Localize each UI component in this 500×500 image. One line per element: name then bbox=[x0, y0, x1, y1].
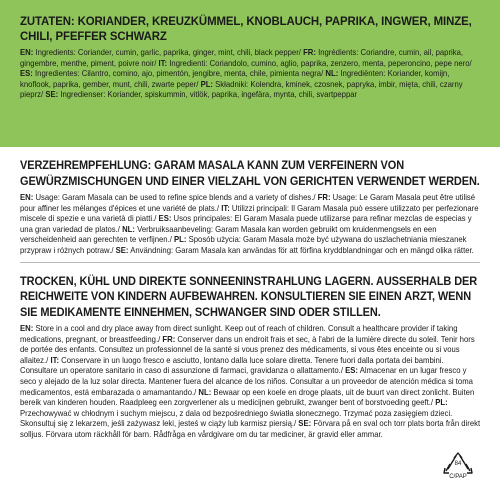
language-code: NL: bbox=[198, 386, 212, 397]
language-code: ES: bbox=[158, 213, 172, 224]
translation-text: Conservare in un luogo fresco e asciutto, lontano dalla luce solare diretta. Tenere fuori dalla portata dei bambini. Consultare un operatore sanitario in caso di assunzione di farmaci, gravidanza o allattamento./ bbox=[20, 354, 444, 376]
language-code: FR: bbox=[162, 333, 176, 344]
language-code: EN: bbox=[20, 192, 34, 202]
language-code: SE: bbox=[45, 89, 59, 100]
language-code: PL: bbox=[200, 78, 214, 89]
translation-text: Användning: Garam Masala kan användas för att förfina kryddblandningar och en mängd olika rätter. bbox=[128, 244, 474, 255]
translation-text: Przechowywać w chłodnym i suchym miejscu, z dala od bezpośredniego światła słonecznego. Trzymać poza zasięgiem dzieci. Skonsultuj się z lekarzem, jeśli zażywasz leki, jesteś w ciąży lub karmisz piersią./ bbox=[20, 407, 453, 429]
recycling-material: C/PAP bbox=[449, 474, 467, 480]
language-code: EN: bbox=[20, 323, 34, 334]
translation-text: Bewaar op een koele en droge plaats, uit de buurt van direct zonlicht. Buiten bereik van kinderen houden. Raadpleeg een zorgverlener als u medicijnen gebruikt, zwanger bent of borstvoeding geeft./ bbox=[20, 386, 475, 408]
recycling-triangle-icon bbox=[440, 452, 476, 488]
language-code: SE: bbox=[115, 244, 129, 255]
translation-text: Förvara på en sval och torr plats borta från direkt solljus. Förvara utom räckhåll för barn. Rådfråga en vårdgivare om du tar mediciner, är gravid eller ammar. bbox=[20, 418, 481, 439]
usage-translations bbox=[20, 192, 480, 256]
ingredients-panel bbox=[0, 0, 500, 147]
translation-text: Utilizzi principali: Il Garam Masala può essere utilizzato per perfezionare miscele di spezie e una varietà di piatti./ bbox=[20, 202, 479, 224]
language-code: ES: bbox=[20, 68, 33, 79]
storage-content bbox=[20, 274, 480, 440]
translation-text: Conserver dans un endroit frais et sec, à l'abri de la lumière directe du soleil. Tenir hors de portée des enfants. Consultez un professionnel de la santé si vous prenez des médicaments, si vous êtes enceinte ou si vous allaitez./ bbox=[20, 333, 475, 365]
language-code: IT: bbox=[158, 57, 168, 68]
translation-text: Sposób użycia: Garam Masala może być używana do uszlachetniania mieszanek przypraw i różnych potraw./ bbox=[20, 234, 467, 255]
translation-text: Składniki: Kolendra, kminek, czosnek, papryka, imbir, mięta, chili, czarny pieprz/ bbox=[20, 78, 463, 100]
translation-text: Ingredienti: Coriandolo, cumino, aglio, paprika, zenzero, menta, peperoncino, pepe nero/ bbox=[167, 57, 472, 68]
translation-text: Usos principales: El Garam Masala puede utilizarse para refinar mezclas de especias y una gran variedad de platos./ bbox=[20, 213, 472, 234]
language-code: IT: bbox=[221, 202, 230, 213]
translation-text: Usage: Le Garam Masala peut être utilisé pour affiner les mélanges d'épices et une variété de plats./ bbox=[20, 192, 476, 213]
recycling-code: 84 bbox=[454, 461, 462, 467]
translation-text: Ingrédients: Coriandre, cumin, ail, paprika, gingembre, menthe, piment, poivre noir/ bbox=[20, 47, 464, 68]
language-code: PL: bbox=[174, 234, 187, 245]
storage-heading: TROCKEN, KÜHL UND DIREKTE SONNEENINSTRAHLUNG LAGERN. AUSSERHALB DER REICHWEITE VON KINDERN AUFBEWAHREN. KONSULTIEREN SIE EINEN ARZT, WENN SIE MEDIKAMENTE EINNEHMEN, SCHWANGER SIND ODER STILLEN. bbox=[20, 273, 478, 319]
translation-text: Almacenar en un lugar fresco y seco y alejado de la luz solar directa. Mantener fuera del alcance de los niños. Consultar a un proveedor de atención médica si toma medicamentos, está embarazada o amamantando./ bbox=[20, 365, 473, 397]
translation-text: Ingrediënten: Koriander, komijn, knoflook, paprika, gember, munt, chili, zwarte peper/ bbox=[20, 68, 450, 89]
language-code: FR: bbox=[317, 192, 331, 202]
translation-text: Store in a cool and dry place away from direct sunlight. Keep out of reach of children. Consult a healthcare provider if taking medications, pregnant, or breastfeeding./ bbox=[20, 323, 458, 344]
translation-text: Ingredienser: Koriander, spiskummin, vitlök, paprika, ingefära, mynta, chili, svartpeppar bbox=[58, 89, 358, 100]
usage-heading: VERZEHREMPFEHLUNG: GARAM MASALA KANN ZUM VERFEINERN VON GEWÜRZMISCHUNGEN UND EINER VIELZAHL VON GERICHTEN VERWENDET WERDEN. bbox=[20, 158, 480, 188]
language-code: NL: bbox=[122, 223, 135, 234]
language-code: PL: bbox=[435, 397, 448, 408]
translation-text: Ingredients: Coriander, cumin, garlic, paprika, ginger, mint, chili, black pepper/ bbox=[33, 47, 304, 57]
language-code: EN: bbox=[20, 47, 34, 57]
translation-text: Ingredientes: Cilantro, comino, ajo, pimentón, jengibre, menta, chile, pimienta negra/ bbox=[32, 68, 326, 79]
ingredients-heading: ZUTATEN: KORIANDER, KREUZKÜMMEL, KNOBLAUCH, PAPRIKA, INGWER, MINZE, CHILI, PFEFFER SCHWARZ bbox=[20, 14, 472, 43]
language-code: IT: bbox=[50, 354, 60, 365]
language-code: SE: bbox=[298, 418, 312, 429]
section-divider bbox=[20, 262, 480, 263]
label-content bbox=[20, 158, 480, 256]
translation-text: Verbruiksaanbeveling: Garam Masala kan worden gebruikt om kruidenmengsels en een verscheidenheid aan gerechten te verfijnen./ bbox=[20, 223, 437, 245]
translation-text: Usage: Garam Masala can be used to refine spice blends and a variety of dishes./ bbox=[33, 192, 318, 202]
language-code: FR: bbox=[303, 47, 316, 57]
language-code: ES: bbox=[345, 365, 358, 376]
storage-translations bbox=[20, 323, 480, 440]
ingredients-translations bbox=[20, 47, 480, 100]
language-code: NL: bbox=[325, 68, 339, 79]
